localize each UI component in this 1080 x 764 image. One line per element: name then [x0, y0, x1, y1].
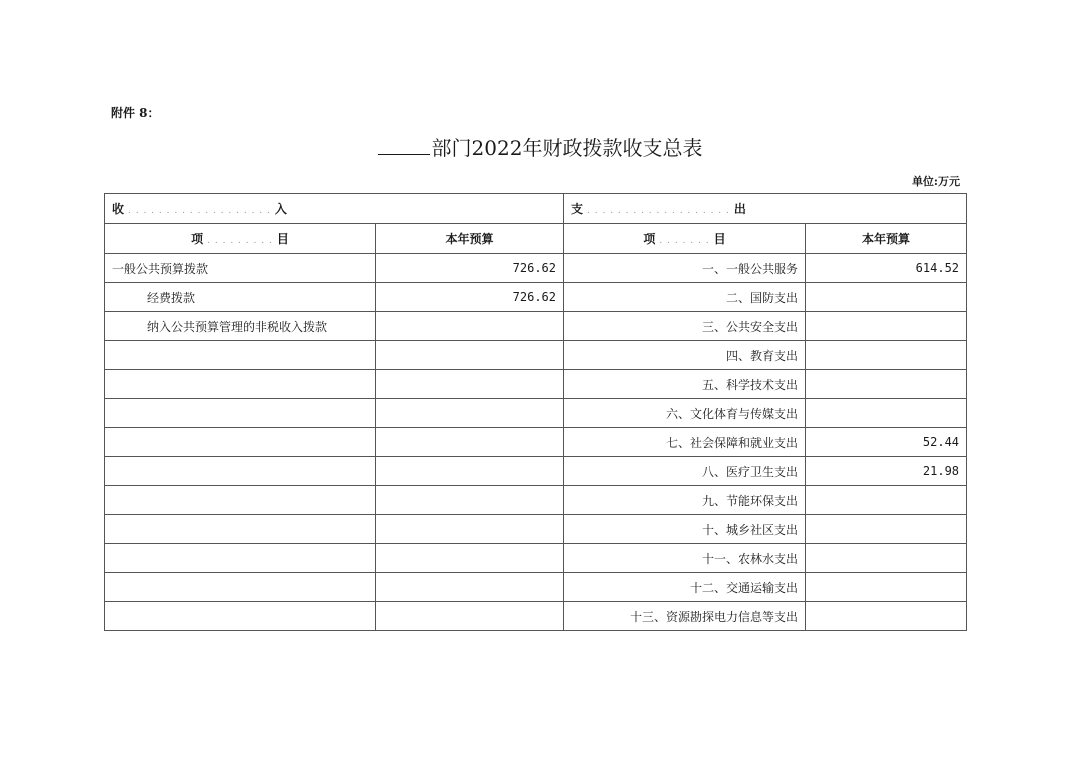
table-row: [105, 573, 967, 602]
dot-leader: . . . . . . . . . . . . . . . . . . .: [128, 206, 271, 216]
expense-item-cell: 十一、农林水支出: [564, 544, 806, 573]
table-row: [105, 486, 967, 515]
expense-item-cell: 十、城乡社区支出: [564, 515, 806, 544]
income-value-cell: [376, 399, 564, 428]
income-section-header: [105, 194, 564, 224]
expense-value-cell: [806, 283, 967, 312]
income-item-header-right: 目: [276, 232, 289, 246]
expense-item-cell: 五、科学技术支出: [564, 370, 806, 399]
table-row: [105, 544, 967, 573]
title-text: 部门2022年财政拨款收支总表: [431, 136, 703, 160]
expense-value-cell: [806, 486, 967, 515]
expense-item-cell: 二、国防支出: [564, 283, 806, 312]
income-item-cell: [105, 428, 376, 457]
expense-value-cell: [806, 544, 967, 573]
income-item-cell: 经费拨款: [105, 283, 376, 312]
income-value-cell: [376, 370, 564, 399]
income-item-cell: [105, 602, 376, 631]
expense-item-cell: 十二、交通运输支出: [564, 573, 806, 602]
expense-item-cell: 四、教育支出: [564, 341, 806, 370]
attachment-label: 附件 8：: [111, 106, 160, 120]
table-row: [105, 399, 967, 428]
expense-item-cell: 七、社会保障和就业支出: [564, 428, 806, 457]
expense-section-left: 支: [571, 202, 584, 216]
income-item-header-left: 项: [191, 232, 204, 246]
expense-item-cell: 三、公共安全支出: [564, 312, 806, 341]
table-row: [105, 254, 967, 283]
budget-table: [104, 193, 967, 631]
expense-value-cell: 52.44: [806, 428, 967, 457]
expense-value-cell: [806, 341, 967, 370]
expense-item-cell: 九、节能环保支出: [564, 486, 806, 515]
table-row: [105, 312, 967, 341]
expense-item-header-right: 目: [713, 232, 726, 246]
income-value-cell: [376, 544, 564, 573]
income-item-cell: [105, 544, 376, 573]
table-row: [105, 515, 967, 544]
expense-budget-header: 本年预算: [806, 224, 967, 254]
income-value-cell: [376, 486, 564, 515]
income-value-cell: [376, 573, 564, 602]
table-row: [105, 341, 967, 370]
income-item-cell: [105, 341, 376, 370]
income-value-cell: [376, 515, 564, 544]
unit-label: 单位:万元: [911, 175, 960, 188]
expense-item-cell: 六、文化体育与传媒支出: [564, 399, 806, 428]
expense-item-header: [564, 224, 806, 254]
income-item-cell: [105, 515, 376, 544]
income-item-cell: 纳入公共预算管理的非税收入拨款: [105, 312, 376, 341]
income-value-cell: 726.62: [376, 254, 564, 283]
expense-item-cell: 八、医疗卫生支出: [564, 457, 806, 486]
dot-leader: . . . . . . .: [659, 236, 710, 246]
title-blank-underline: [378, 136, 430, 155]
income-value-cell: [376, 457, 564, 486]
income-value-cell: 726.62: [376, 283, 564, 312]
expense-value-cell: 614.52: [806, 254, 967, 283]
income-section-left: 收: [112, 202, 125, 216]
table-row: [105, 428, 967, 457]
expense-item-cell: 十三、资源勘探电力信息等支出: [564, 602, 806, 631]
income-item-cell: [105, 573, 376, 602]
income-value-cell: [376, 602, 564, 631]
table-row: [105, 283, 967, 312]
expense-item-header-left: 项: [643, 232, 656, 246]
expense-value-cell: [806, 399, 967, 428]
section-header-row: [105, 194, 967, 224]
income-item-header: [105, 224, 376, 254]
income-item-cell: [105, 370, 376, 399]
income-item-cell: 一般公共预算拨款: [105, 254, 376, 283]
income-item-cell: [105, 457, 376, 486]
expense-value-cell: [806, 312, 967, 341]
column-header-row: [105, 224, 967, 254]
income-section-right: 入: [274, 202, 287, 216]
page-title: [0, 132, 1080, 161]
income-item-cell: [105, 486, 376, 515]
table-row: [105, 602, 967, 631]
expense-section-right: 出: [733, 202, 746, 216]
income-value-cell: [376, 312, 564, 341]
table-row: [105, 370, 967, 399]
expense-section-header: [564, 194, 967, 224]
dot-leader: . . . . . . . . .: [207, 236, 273, 246]
income-budget-header: 本年预算: [376, 224, 564, 254]
expense-value-cell: [806, 602, 967, 631]
expense-value-cell: [806, 370, 967, 399]
expense-value-cell: 21.98: [806, 457, 967, 486]
income-value-cell: [376, 341, 564, 370]
expense-value-cell: [806, 573, 967, 602]
expense-value-cell: [806, 515, 967, 544]
expense-item-cell: 一、一般公共服务: [564, 254, 806, 283]
dot-leader: . . . . . . . . . . . . . . . . . . .: [587, 206, 730, 216]
income-item-cell: [105, 399, 376, 428]
table-row: [105, 457, 967, 486]
income-value-cell: [376, 428, 564, 457]
